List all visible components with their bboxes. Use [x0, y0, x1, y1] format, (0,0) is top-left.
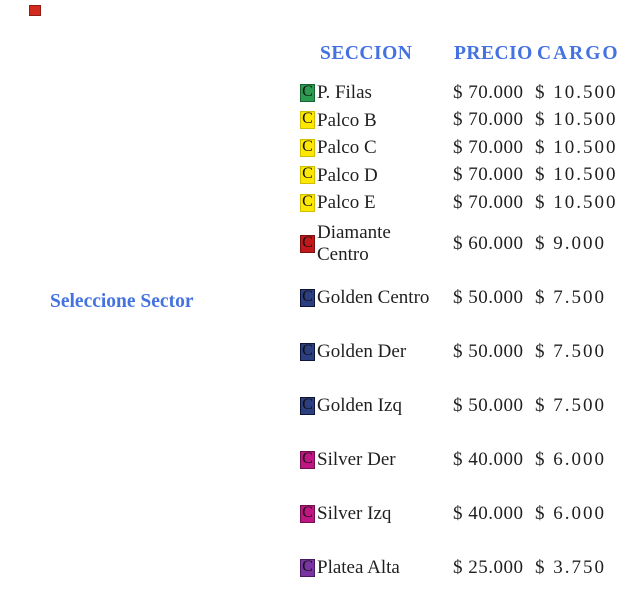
sector-row[interactable] — [300, 189, 640, 217]
sector-charge: $ 7.500 — [535, 340, 606, 362]
sector-name: P. Filas — [317, 82, 372, 104]
sector-row[interactable] — [300, 541, 640, 595]
chip-letter: C — [302, 192, 313, 210]
sector-color-chip[interactable] — [300, 194, 315, 212]
sector-name: Palco B — [317, 109, 377, 131]
sector-price: $ 40.000 — [453, 448, 524, 470]
sector-name: Platea Alta — [317, 556, 400, 578]
sector-color-chip[interactable] — [300, 235, 315, 253]
column-header-seccion: SECCION — [320, 43, 413, 64]
sector-name: Palco C — [317, 137, 377, 159]
sector-color-chip[interactable] — [300, 451, 315, 469]
sector-price: $ 60.000 — [453, 232, 524, 254]
sector-name: Golden Centro — [317, 286, 430, 308]
sector-price: $ 25.000 — [453, 556, 524, 578]
sector-price: $ 50.000 — [453, 340, 524, 362]
sector-price: $ 70.000 — [453, 109, 524, 131]
sector-price: $ 40.000 — [453, 502, 524, 524]
sector-price: $ 70.000 — [453, 191, 524, 213]
sector-name: Diamante Centro — [317, 222, 391, 265]
sector-charge: $ 10.500 — [535, 109, 618, 131]
sector-row[interactable] — [300, 379, 640, 433]
chip-letter: C — [302, 341, 313, 359]
sector-row[interactable] — [300, 162, 640, 190]
chip-letter: C — [302, 110, 313, 128]
sector-color-chip[interactable] — [300, 343, 315, 361]
sector-name: Silver Izq — [317, 502, 392, 524]
sector-price: $ 70.000 — [453, 81, 524, 103]
sector-name: Palco E — [317, 192, 376, 214]
sector-price: $ 70.000 — [453, 164, 524, 186]
chip-letter: C — [302, 557, 313, 575]
sector-price: $ 50.000 — [453, 286, 524, 308]
sector-name: Palco D — [317, 164, 378, 186]
sector-name: Silver Der — [317, 448, 396, 470]
sector-charge: $ 10.500 — [535, 191, 618, 213]
column-header-cargo: CARGO — [537, 43, 620, 64]
sector-color-chip[interactable] — [300, 505, 315, 523]
sector-price: $ 70.000 — [453, 136, 524, 158]
sector-row[interactable] — [300, 217, 640, 271]
sector-color-chip[interactable] — [300, 84, 315, 102]
chip-letter: C — [302, 503, 313, 521]
sector-charge: $ 7.500 — [535, 286, 606, 308]
chip-letter: C — [302, 449, 313, 467]
chip-letter: C — [302, 165, 313, 183]
chip-letter: C — [302, 395, 313, 413]
sector-color-chip[interactable] — [300, 139, 315, 157]
sector-row[interactable] — [300, 134, 640, 162]
sector-charge: $ 3.750 — [535, 556, 606, 578]
sector-charge: $ 10.500 — [535, 136, 618, 158]
broken-image-icon — [29, 5, 41, 16]
sector-charge: $ 7.500 — [535, 394, 606, 416]
chip-letter: C — [302, 233, 313, 251]
sector-price: $ 50.000 — [453, 394, 524, 416]
sector-color-chip[interactable] — [300, 397, 315, 415]
sector-row[interactable] — [300, 79, 640, 107]
sector-row[interactable] — [300, 487, 640, 541]
sector-name: Golden Der — [317, 340, 407, 362]
sector-charge: $ 10.500 — [535, 164, 618, 186]
sector-name: Golden Izq — [317, 394, 402, 416]
sector-row[interactable] — [300, 433, 640, 487]
sector-charge: $ 10.500 — [535, 81, 618, 103]
sector-charge: $ 9.000 — [535, 232, 606, 254]
sector-color-chip[interactable] — [300, 559, 315, 577]
chip-letter: C — [302, 137, 313, 155]
column-header-precio: PRECIO — [454, 43, 533, 64]
sector-color-chip[interactable] — [300, 289, 315, 307]
sector-table — [300, 79, 640, 595]
sector-color-chip[interactable] — [300, 166, 315, 184]
sector-charge: $ 6.000 — [535, 502, 606, 524]
chip-letter: C — [302, 287, 313, 305]
sector-row[interactable] — [300, 271, 640, 325]
select-sector-label: Seleccione Sector — [50, 291, 194, 312]
sector-row[interactable] — [300, 107, 640, 135]
sector-row[interactable] — [300, 325, 640, 379]
sector-charge: $ 6.000 — [535, 448, 606, 470]
sector-color-chip[interactable] — [300, 111, 315, 129]
chip-letter: C — [302, 82, 313, 100]
